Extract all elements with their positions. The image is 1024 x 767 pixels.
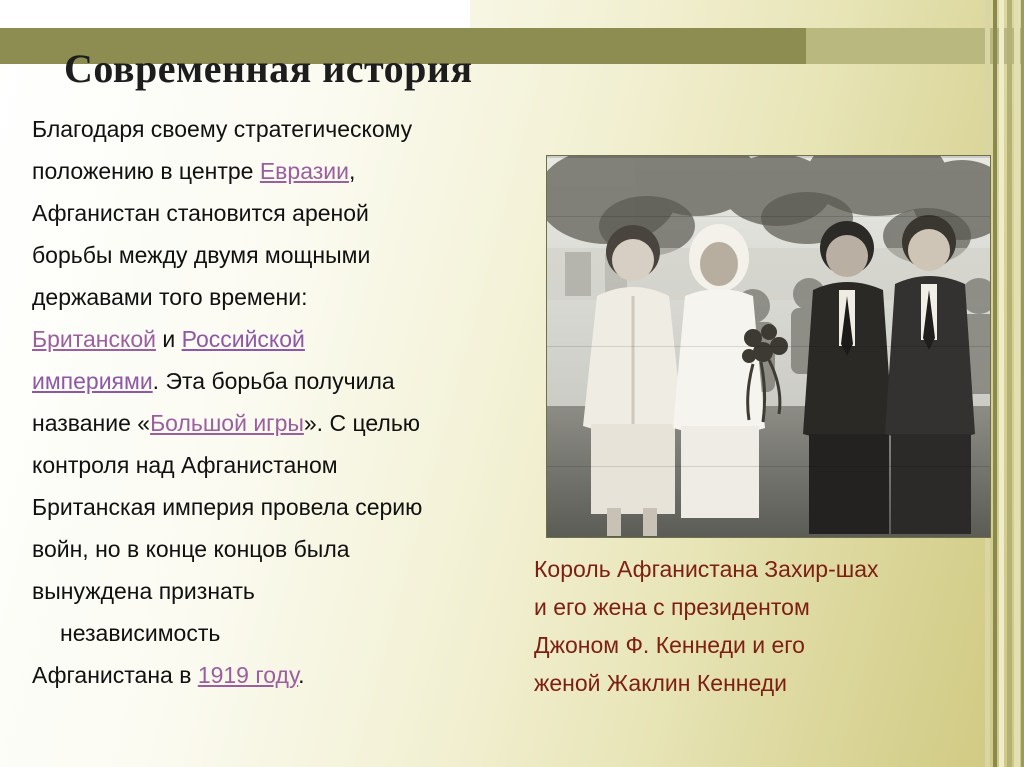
body-line-4 bbox=[32, 234, 532, 276]
body-line-5-text: державами того времени: bbox=[32, 284, 308, 310]
body-line-2-tail: , bbox=[348, 158, 356, 184]
body-line-11-text: войн, но в конце концов была bbox=[32, 536, 350, 562]
body-line-1-text: Благодаря своему стратегическому bbox=[32, 116, 413, 142]
historical-photo-image bbox=[547, 156, 990, 537]
body-line-4-text: борьбы между двумя мощными bbox=[32, 242, 371, 268]
caption-line-4: женой Жаклин Кеннеди bbox=[534, 670, 788, 696]
link-empires[interactable]: империями bbox=[32, 368, 153, 394]
photo-caption bbox=[534, 550, 1004, 702]
body-line-11 bbox=[32, 528, 532, 570]
body-line-3-text: Афганистан становится ареной bbox=[32, 200, 369, 226]
caption-line-3: Джоном Ф. Кеннеди и его bbox=[534, 632, 805, 658]
body-line-14 bbox=[32, 654, 532, 696]
body-line-13-text: независимость bbox=[60, 620, 221, 646]
body-line-13 bbox=[32, 612, 532, 654]
body-line-10 bbox=[32, 486, 532, 528]
link-russian-empire[interactable]: Российской bbox=[181, 326, 305, 352]
body-line-1 bbox=[32, 108, 532, 150]
body-line-2-text: положению в центре bbox=[32, 158, 260, 184]
caption-line-1: Король Афганистана Захир-шах bbox=[534, 556, 879, 582]
body-line-5 bbox=[32, 276, 532, 318]
top-left-wash bbox=[0, 0, 470, 28]
caption-line-2: и его жена с президентом bbox=[534, 594, 810, 620]
body-line-10-text: Британская империя провела серию bbox=[32, 494, 423, 520]
body-line-8-head: название « bbox=[32, 410, 151, 436]
stripe-4 bbox=[1007, 0, 1012, 767]
link-british-empire[interactable]: Британской bbox=[32, 326, 156, 352]
body-line-14-head: Афганистана в bbox=[32, 662, 198, 688]
body-line-12 bbox=[32, 570, 532, 612]
stripe-5 bbox=[1014, 0, 1020, 767]
body-line-6 bbox=[32, 318, 532, 360]
body-line-9 bbox=[32, 444, 532, 486]
body-line-12-text: вынуждена признать bbox=[32, 578, 255, 604]
body-line-8-tail: ». С целью bbox=[303, 410, 421, 436]
body-line-7 bbox=[32, 360, 532, 402]
link-eurasia[interactable]: Евразии bbox=[259, 158, 349, 184]
link-1919-year[interactable]: 1919 году bbox=[197, 662, 299, 688]
body-line-14-tail: . bbox=[298, 662, 305, 688]
body-line-2 bbox=[32, 150, 532, 192]
body-line-7-text: . Эта борьба получила bbox=[152, 368, 395, 394]
body-line-6-conj: и bbox=[155, 326, 182, 352]
body-line-9-text: контроля над Афганистаном bbox=[32, 452, 338, 478]
body-line-3 bbox=[32, 192, 532, 234]
body-line-8 bbox=[32, 402, 532, 444]
body-text bbox=[32, 108, 532, 696]
link-great-game[interactable]: Большой игры bbox=[150, 410, 304, 436]
historical-photo bbox=[546, 155, 991, 538]
page-title: Современная история bbox=[64, 46, 473, 91]
